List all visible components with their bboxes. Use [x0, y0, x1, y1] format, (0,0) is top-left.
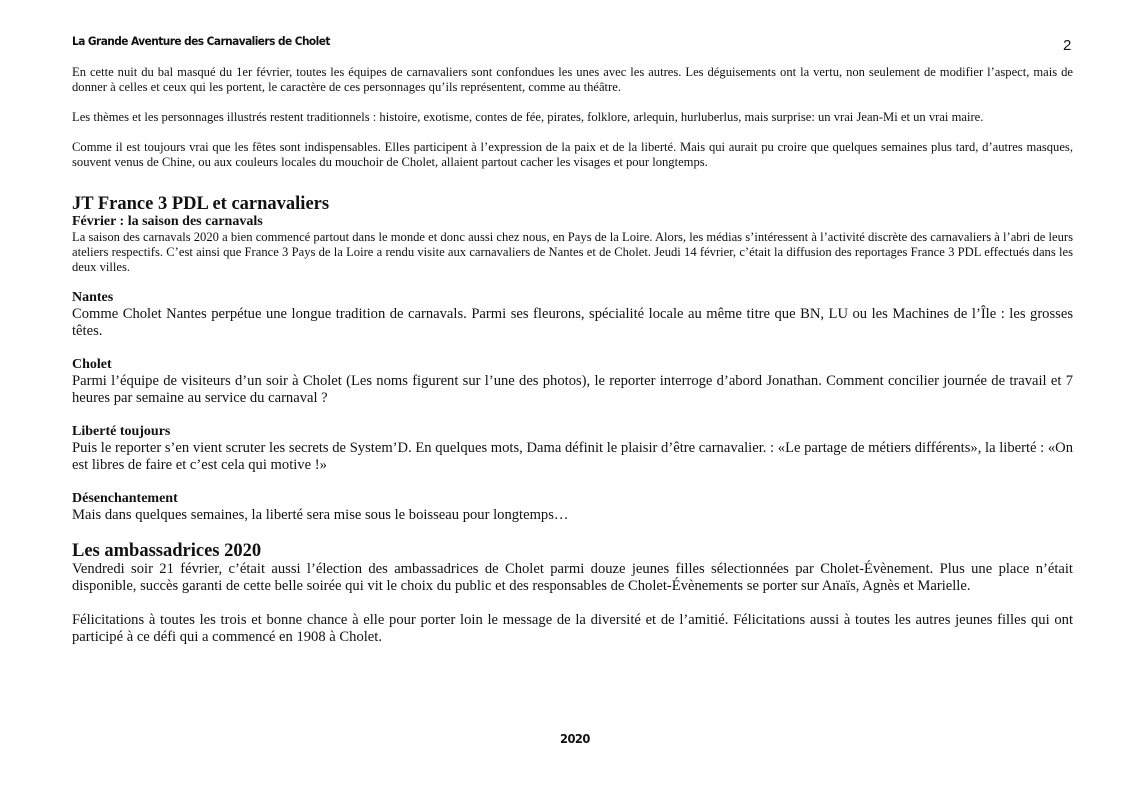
- desenchantement-paragraph: Mais dans quelques semaines, la liberté sera mise sous le boisseau pour longtemps…: [72, 507, 569, 523]
- intro-paragraph-3: Comme il est toujours vrai que les fêtes sont indispensables. Elles participent à l’expression de la paix et de la liberté. Mais qui aurait pu croire que quelques semaines plus tard, d’autres masques, souvent venus de Chine, ou aux couleurs locales du mouchoir de Cholet, allaient partout cacher les visages et pour longtemps.: [72, 140, 1073, 169]
- subsection-heading-nantes: Nantes: [72, 290, 114, 305]
- section-subheading-saison: Février : la saison des carnavals: [72, 214, 263, 229]
- document-header-title: La Grande Aventure des Carnavaliers de Cholet: [72, 34, 330, 48]
- subsection-heading-desenchantement: Désenchantement: [72, 491, 178, 506]
- intro-paragraph-2: Les thèmes et les personnages illustrés restent traditionnels : histoire, exotisme, contes de fée, pirates, folklore, arlequin, hurluberlus, mais surprise: un vrai Jean-Mi et un vrai maire.: [72, 110, 984, 124]
- nantes-paragraph: Comme Cholet Nantes perpétue une longue tradition de carnavals. Parmi ses fleurons, spécialité locale au même titre que BN, LU ou les Machines de l’Île : les grosses têtes.: [72, 306, 1073, 339]
- jt-intro-paragraph: La saison des carnavals 2020 a bien commencé partout dans le monde et donc aussi chez nous, en Pays de la Loire. Alors, les médias s’intéressent à l’activité discrète des carnavaliers à l’abri de leurs ateliers respectifs. C’est ainsi que France 3 Pays de la Loire a rendu visite aux carnavaliers de Nantes et de Cholet. Jeudi 14 février, c’était la diffusion des reportages France 3 PDL effectués dans les deux villes.: [72, 230, 1073, 274]
- footer-year: 2020: [560, 731, 590, 746]
- intro-paragraph-1: En cette nuit du bal masqué du 1er février, toutes les équipes de carnavaliers sont confondues les unes avec les autres. Les déguisements ont la vertu, non seulement de modifier l’aspect, mais de donner à celles et ceux qui les portent, le caractère de ces personnages qu’ils représentent, comme au théâtre.: [72, 65, 1073, 94]
- ambassadrices-paragraph-1: Vendredi soir 21 février, c’était aussi l’élection des ambassadrices de Cholet parmi douze jeunes filles sélectionnées par Cholet-Évènement. Plus une place n’était disponible, succès garanti de cette belle soirée qui vit le choix du public et des responsables de Cholet-Évènements se porter sur Anaïs, Agnès et Marielle.: [72, 561, 1073, 594]
- liberte-paragraph: Puis le reporter s’en vient scruter les secrets de System’D. En quelques mots, Dama définit le plaisir d’être carnavalier. : «Le partage de métiers différents», la liberté : «On est libres de faire et c’est cela qui motive !»: [72, 440, 1073, 473]
- page-number: 2: [1063, 37, 1072, 54]
- page-content: [72, 65, 1073, 646]
- subsection-heading-liberte: Liberté toujours: [72, 424, 171, 439]
- section-heading-ambassadrices: Les ambassadrices 2020: [72, 541, 262, 561]
- subsection-heading-cholet: Cholet: [72, 357, 112, 372]
- cholet-paragraph: Parmi l’équipe de visiteurs d’un soir à Cholet (Les noms figurent sur l’une des photos), le reporter interroge d’abord Jonathan. Comment concilier journée de travail et 7 heures par semaine au service du carnaval ?: [72, 373, 1073, 406]
- ambassadrices-paragraph-2: Félicitations à toutes les trois et bonne chance à elle pour porter loin le message de la diversité et de l’amitié. Félicitations aussi à toutes les autres jeunes filles qui ont participé à ce défi qui a commencé en 1908 à Cholet.: [72, 612, 1073, 645]
- section-heading-jt-france3: JT France 3 PDL et carnavaliers: [72, 194, 330, 214]
